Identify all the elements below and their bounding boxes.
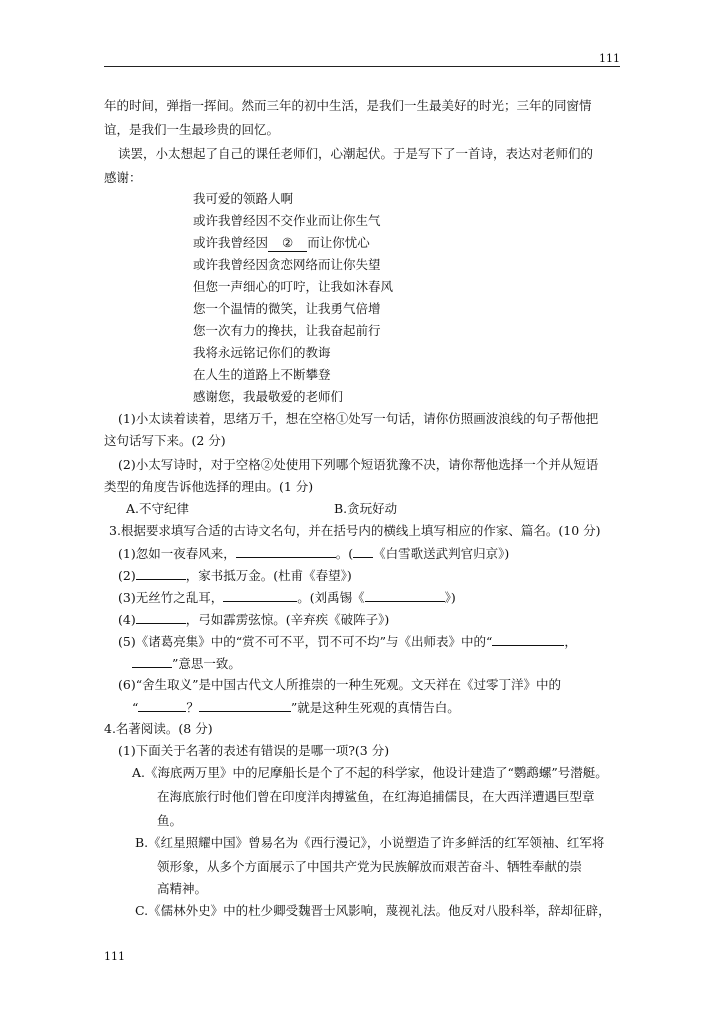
blank-s3i3-line — [223, 589, 297, 602]
section3-item6-line2 — [132, 699, 460, 716]
s3i5-text-b: ， — [564, 634, 577, 649]
para1-line2: 谊，是我们一生最珍贵的回忆。 — [104, 122, 280, 137]
poem-line-6: 您一个温情的微笑，让我勇气倍增 — [193, 301, 381, 316]
s3i4-text-a: (4) — [118, 612, 136, 627]
para2-line1: 读罢，小太想起了自己的课任老师们，心潮起伏。于是写下了一首诗，表达对老师们的 — [118, 146, 594, 161]
section3-title: 3.根据要求填写合适的古诗文名句，并在括号内的横线上填写相应的作家、篇名。(10 分) — [109, 523, 601, 538]
s3i1-text-b: 。( — [335, 546, 354, 561]
blank-s3i3-title — [365, 589, 445, 602]
blank-s3i4 — [136, 611, 186, 624]
option-b-line1: B.《红星照耀中国》曾易名为《西行漫记》，小说塑造了许多鲜活的红军领袖、红军将 — [135, 835, 605, 850]
blank-2 — [268, 235, 307, 252]
s3i5-text-a: (5)《诸葛亮集》中的“赏不可不平，罚不可不均”与《出师表》中的“ — [118, 634, 493, 649]
s3i3-text-b: 。(刘禹锡《 — [297, 590, 365, 605]
poem-line-7: 您一次有力的搀扶，让我奋起前行 — [193, 323, 381, 338]
section3-item1 — [118, 545, 509, 562]
blank-s3i5-b — [132, 655, 172, 668]
s3i3-text-a: (3)无丝竹之乱耳， — [118, 590, 224, 605]
option-a-line3: 鱼。 — [157, 813, 183, 828]
section3-item5-line2 — [132, 655, 241, 672]
blank-s3i1-author — [353, 545, 373, 558]
page-number-bottom: 111 — [104, 950, 125, 963]
section3-item4 — [118, 611, 389, 628]
option-c-line1: C.《儒林外史》中的杜少卿受魏晋士风影响，蔑视礼法。他反对八股科举，辞却征辟， — [135, 903, 611, 918]
option-a-line2: 在海底旅行时他们曾在印度洋肉搏鲨鱼，在红海追捕儒艮，在大西洋遭遇巨型章 — [157, 789, 595, 804]
section4-title: 4.名著阅读。(8 分) — [104, 721, 213, 736]
s3i2-text-a: (2) — [118, 568, 136, 583]
page-number-top: 111 — [599, 52, 620, 65]
option-b-line3: 高精神。 — [157, 881, 208, 896]
q1-line1: (1)小太读着读着，思绪万千，想在空格①处写一句话，请你仿照画波浪线的句子帮他把 — [118, 411, 599, 426]
s3i5-text-c: ”意思一致。 — [172, 656, 241, 671]
option-b-line2: 领形象，从多个方面展示了中国共产党为民族解放而艰苦奋斗、牺牲奉献的崇 — [157, 859, 583, 874]
blank-s3i2 — [136, 567, 186, 580]
blank-2-label: ② — [282, 235, 294, 250]
para1-line1: 年的时间，弹指一挥间。然而三年的初中生活，是我们一生最美好的时光；三年的同窗情 — [104, 98, 592, 113]
s3i1-text-a: (1)忽如一夜春风来， — [118, 546, 236, 561]
header-rule — [104, 66, 620, 67]
s3i4-text-b: ，弓如霹雳弦惊。(辛弃疾《破阵子》) — [185, 612, 390, 627]
q2-option-a: A.不守纪律 — [126, 501, 190, 516]
q2-line1: (2)小太写诗时，对于空格②处使用下列哪个短语犹豫不决，请你帮他选择一个并从短语 — [118, 457, 599, 472]
poem-line-8: 我将永远铭记你们的教诲 — [193, 345, 331, 360]
poem-line-5: 但您一声细心的叮咛，让我如沐春风 — [193, 279, 394, 294]
poem-line-1: 我可爱的领路人啊 — [193, 191, 294, 206]
section4-q1: (1)下面关于名著的表述有错误的是哪一项?(3 分) — [118, 743, 390, 758]
poem-line-4: 或许我曾经因贪恋网络而让你失望 — [193, 257, 381, 272]
poem-line-3 — [193, 235, 370, 252]
poem-line-3-end: 而让你忧心 — [307, 235, 370, 250]
s3i3-text-c: 》) — [444, 590, 456, 605]
blank-s3i5-a — [492, 633, 564, 646]
option-a-line1: A.《海底两万里》中的尼摩船长是个了不起的科学家，他设计建造了“鹦鹉螺”号潜艇。 — [132, 765, 608, 780]
q1-line2: 这句话写下来。(2 分) — [104, 433, 226, 448]
poem-line-10: 感谢您，我最敬爱的老师们 — [193, 389, 344, 404]
section3-item2 — [118, 567, 352, 584]
s3i6-quote-open: “ — [132, 700, 139, 715]
s3i2-text-b: ，家书抵万金。(杜甫《春望》) — [185, 568, 352, 583]
poem-line-2: 或许我曾经因不交作业而让你生气 — [193, 213, 381, 228]
poem-line-3-start: 或许我曾经因 — [193, 235, 269, 250]
blank-s3i6-a — [138, 699, 186, 712]
section3-item6-line1: (6)“舍生取义”是中国古代文人所推崇的一种生死观。文天祥在《过零丁洋》中的 — [118, 677, 561, 692]
poem-line-9: 在人生的道路上不断攀登 — [193, 367, 331, 382]
blank-s3i6-b — [199, 699, 291, 712]
para2-line2: 感谢： — [104, 170, 142, 185]
s3i1-text-c: 《白雪歌送武判官归京》) — [373, 546, 510, 561]
q2-line2: 类型的角度告诉他选择的理由。(1 分) — [104, 479, 314, 494]
s3i6-question-mark: ？ — [186, 700, 199, 715]
s3i6-text-d: ”就是这种生死观的真情告白。 — [290, 700, 460, 715]
section3-item5-line1 — [118, 633, 577, 650]
q2-option-b: B.贪玩好动 — [334, 501, 398, 516]
section3-item3 — [118, 589, 456, 606]
blank-s3i1-line — [236, 545, 336, 558]
